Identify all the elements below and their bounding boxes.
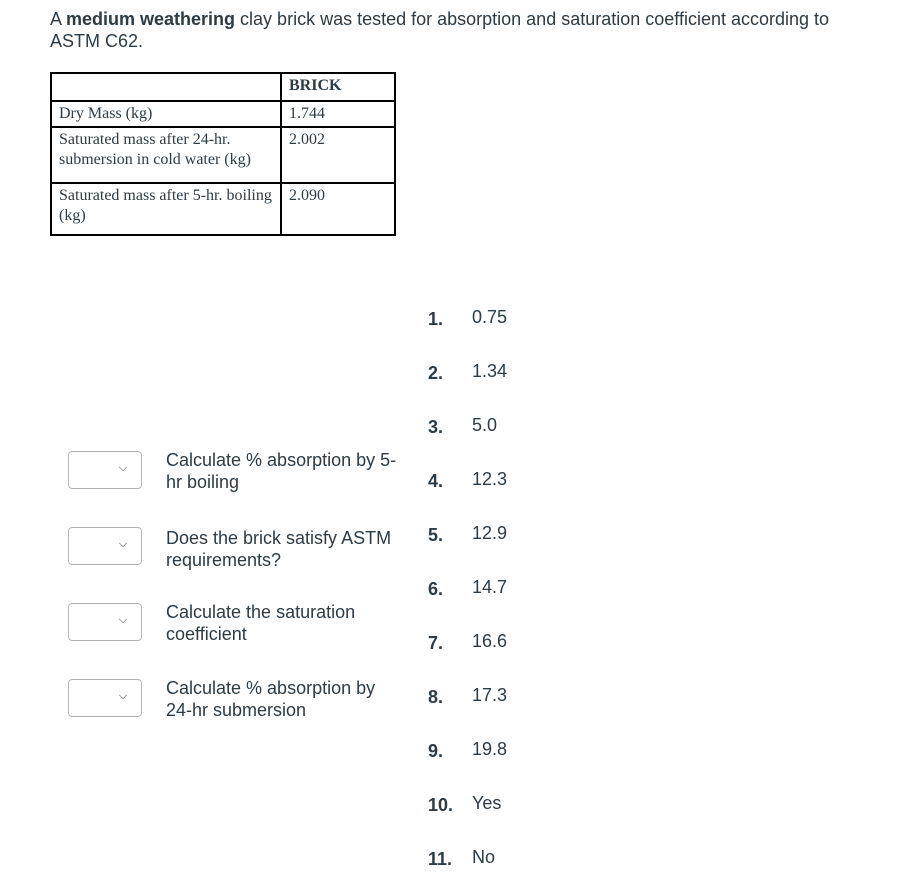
option-number: 10. — [428, 795, 454, 815]
chevron-down-icon: ⌵ — [118, 462, 128, 474]
option-number: 2. — [428, 363, 444, 383]
option-value: 5.0 — [472, 415, 498, 435]
answer-option — [428, 847, 628, 871]
answer-option — [428, 577, 628, 601]
option-number: 3. — [428, 417, 444, 437]
chevron-down-icon: ⌵ — [118, 690, 128, 702]
answer-option — [428, 793, 628, 817]
prompt-suffix: clay brick was tested for absorption and saturation coefficient according to ASTM C62. — [50, 9, 830, 51]
option-value: 14.7 — [472, 577, 508, 597]
answer-option — [428, 361, 628, 385]
prompt-prefix: A — [50, 9, 67, 29]
option-value: No — [472, 847, 496, 867]
option-value: Yes — [472, 793, 502, 813]
answer-option — [428, 469, 628, 493]
answer-select[interactable] — [68, 679, 142, 717]
table-cell-value: 2.090 — [281, 183, 395, 235]
answer-option — [428, 307, 628, 331]
table-cell-label: Saturated mass after 24-hr. submersion in cold water (kg) — [51, 127, 281, 183]
answer-option — [428, 415, 628, 439]
statement-text: Calculate % absorption by 24-hr submersion — [166, 678, 376, 720]
statement-text: Does the brick satisfy ASTM requirements? — [166, 528, 392, 570]
answer-option — [428, 739, 628, 763]
option-number: 9. — [428, 741, 444, 761]
table-row — [51, 127, 395, 183]
option-value: 17.3 — [472, 685, 508, 705]
table-header-empty — [51, 73, 281, 101]
option-number: 6. — [428, 579, 444, 599]
option-value: 19.8 — [472, 739, 508, 759]
table-row — [51, 183, 395, 235]
prompt-bold: medium weathering — [66, 9, 236, 29]
option-number: 4. — [428, 471, 444, 491]
option-number: 7. — [428, 633, 444, 653]
match-statement — [68, 527, 428, 571]
answer-option — [428, 523, 628, 547]
brick-data-table — [50, 72, 396, 236]
answer-select[interactable] — [68, 451, 142, 489]
match-statement — [68, 451, 428, 495]
chevron-down-icon: ⌵ — [118, 614, 128, 626]
answer-option — [428, 631, 628, 655]
option-number: 5. — [428, 525, 444, 545]
option-number: 11. — [428, 849, 453, 869]
option-value: 1.34 — [472, 361, 508, 381]
option-value: 12.3 — [472, 469, 508, 489]
table-cell-label: Saturated mass after 5-hr. boiling (kg) — [51, 183, 281, 235]
table-cell-value: 1.744 — [281, 101, 395, 127]
answer-select[interactable] — [68, 527, 142, 565]
table-row — [51, 101, 395, 127]
option-number: 8. — [428, 687, 444, 707]
statement-text: Calculate % absorption by 5-hr boiling — [166, 450, 397, 492]
match-statement — [68, 603, 428, 647]
option-value: 12.9 — [472, 523, 508, 543]
table-cell-label: Dry Mass (kg) — [51, 101, 281, 127]
chevron-down-icon: ⌵ — [118, 538, 128, 550]
option-value: 16.6 — [472, 631, 508, 651]
question-prompt — [50, 8, 850, 52]
table-header-row — [51, 73, 395, 101]
table-cell-value: 2.002 — [281, 127, 395, 183]
statement-text: Calculate the saturation coefficient — [166, 602, 356, 644]
match-statement — [68, 679, 428, 723]
table-header-brick: BRICK — [281, 73, 395, 101]
answer-option — [428, 685, 628, 709]
option-value: 0.75 — [472, 307, 508, 327]
answer-select[interactable] — [68, 603, 142, 641]
option-number: 1. — [428, 309, 444, 329]
